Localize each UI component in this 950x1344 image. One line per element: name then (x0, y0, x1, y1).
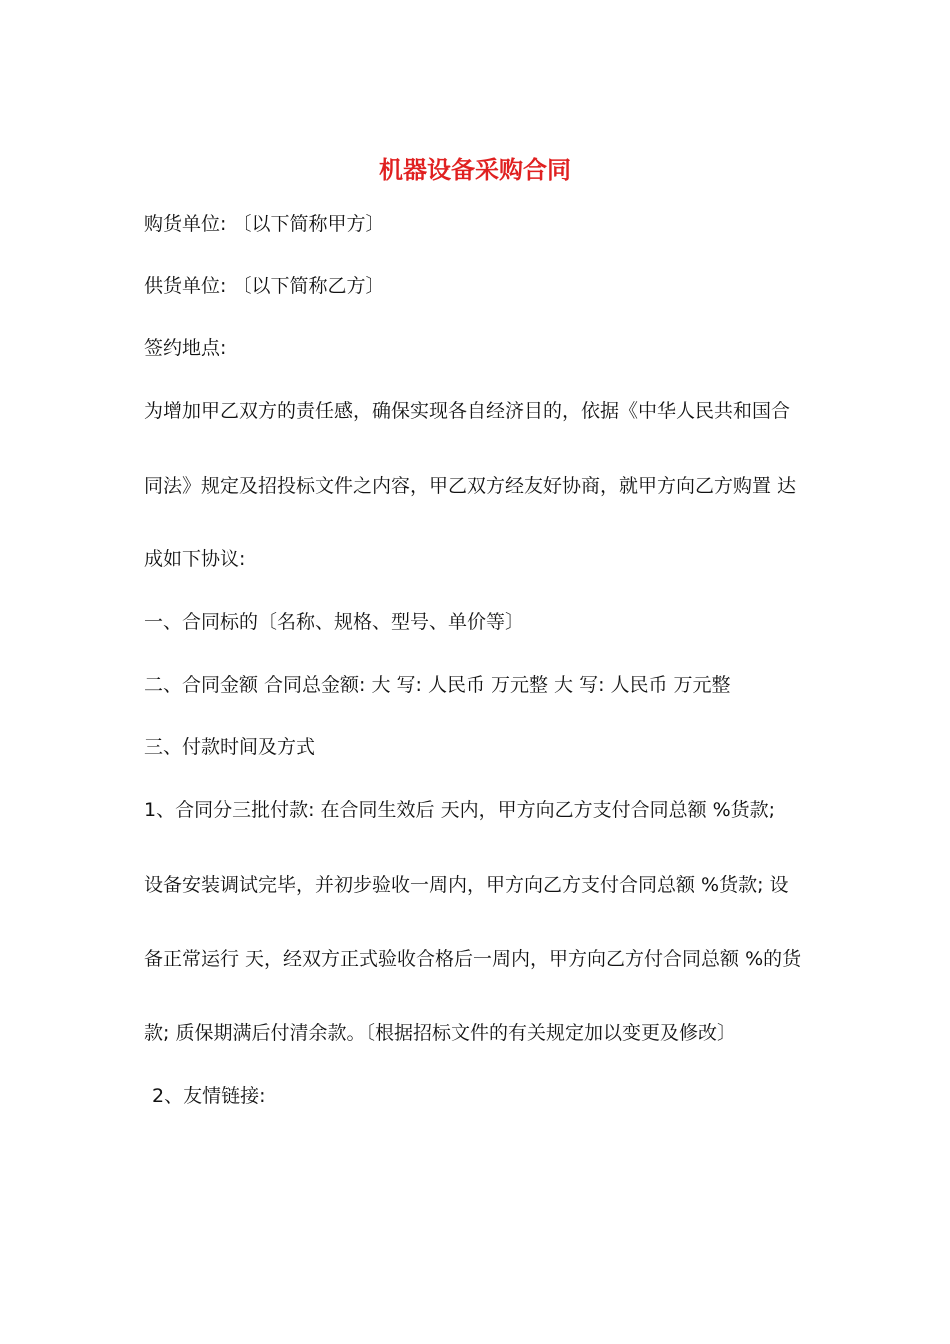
payment-line-1: 1、合同分三批付款: 在合同生效后 天内，甲方向乙方支付合同总额 %货款; (144, 799, 776, 821)
section-3-heading: 三、付款时间及方式 (144, 736, 316, 758)
document-title: 机器设备采购合同 (379, 155, 571, 184)
payment-line-4: 款; 质保期满后付清余款。〔根据招标文件的有关规定加以变更及修改〕 (144, 1022, 736, 1044)
preamble-line-3: 成如下协议: (144, 548, 246, 570)
section-2-heading: 二、合同金额 合同总金额: 大 写: 人民币 万元整 大 写: 人民币 万元整 (144, 674, 731, 696)
payment-line-2: 设备安装调试完毕，并初步验收一周内，甲方向乙方支付合同总额 %货款; 设 (144, 874, 789, 896)
preamble-line-2: 同法》规定及招投标文件之内容，甲乙双方经友好协商，就甲方向乙方购置 达 (144, 475, 797, 497)
friendly-links-line: 2、友情链接: (152, 1085, 266, 1107)
section-1-heading: 一、合同标的〔名称、规格、型号、单价等〕 (144, 611, 525, 633)
supplier-line: 供货单位: 〔以下简称乙方〕 (144, 275, 385, 297)
payment-line-3: 备正常运行 天，经双方正式验收合格后一周内，甲方向乙方付合同总额 %的货 (144, 948, 802, 970)
buyer-line: 购货单位: 〔以下简称甲方〕 (144, 213, 385, 235)
signing-place-line: 签约地点: (144, 337, 227, 359)
preamble-line-1: 为增加甲乙双方的责任感，确保实现各自经济目的，依据《中华人民共和国合 (144, 400, 791, 422)
